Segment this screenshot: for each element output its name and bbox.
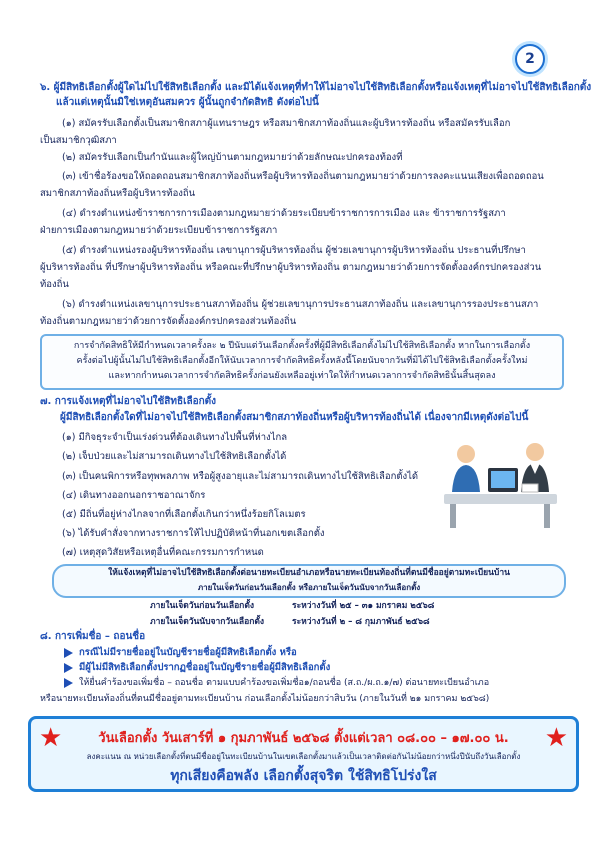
- arrow-right-icon: [64, 663, 73, 673]
- section8-bullet: กรณีไม่มีรายชื่ออยู่ในบัญชีรายชื่อผู้มีสิทธิเลือกตั้ง หรือ: [64, 645, 297, 660]
- section6-heading: ๖. ผู้มีสิทธิเลือกตั้งผู้ใดไม่ไปใช้สิทธิเลือกตั้ง และมิได้แจ้งเหตุที่ทำให้ไม่อาจไปใช้สิทธิเลือกตั้งหรือแจ้งเหตุที่ไม่อาจไปใช้สิทธิเลือกตั้ง: [40, 82, 592, 93]
- section6-line: ท้องถิ่นตามกฎหมายว่าด้วยการจัดตั้งองค์กรปกครองส่วนท้องถิ่น: [40, 316, 297, 327]
- section8-bullet: ให้ยื่นคำร้องขอเพิ่มชื่อ – ถอนชื่อ ตามแบบคำร้องขอเพิ่มชื่อ๑/ถอนชื่อ (ส.ถ./ผ.ถ.๑/๗) ต่อนายทะเบียนอำเภอ: [64, 676, 489, 691]
- section8-bullet-cont: หรือนายทะเบียนท้องถิ่นที่ตนมีชื่ออยู่ตามทะเบียนบ้าน ก่อนเลือกตั้งไม่น้อยกว่าสิบวัน (ภายในวันที่ ๒๑ มกราคม ๒๕๖๘): [40, 694, 490, 704]
- date-row-label: ภายในเจ็ดวันนับจากวันเลือกตั้ง: [150, 617, 265, 627]
- restriction-note-line: การจำกัดสิทธิให้มีกำหนดเวลาครั้งละ ๒ ปีนับแต่วันเลือกตั้งครั้งที่ผู้มีสิทธิเลือกตั้งไม่ไปใช้สิทธิเลือกตั้ง หากในการเลือกตั้ง: [73, 341, 531, 351]
- arrow-right-icon: [64, 678, 73, 688]
- section6-line: ท้องถิ่น: [40, 279, 69, 290]
- reason-item: (๑) มีกิจธุระจำเป็นเร่งด่วนที่ต้องเดินทางไปพื้นที่ห่างไกล: [62, 432, 288, 443]
- section6-line: ผู้บริหารท้องถิ่น ที่ปรึกษาผู้บริหารท้องถิ่น หรือคณะที่ปรึกษาผู้บริหารท้องถิ่น ตามกฎหมายว่าด้วยการจัดตั้งองค์กรปกครองส่วน: [40, 262, 542, 273]
- election-slogan: ทุกเสียงคือพลัง เลือกตั้งสุจริต ใช้สิทธิโปร่งใส: [170, 768, 437, 784]
- arrow-right-icon: [64, 648, 73, 658]
- notify-box: [52, 564, 566, 598]
- date-row-value: ระหว่างวันที่ ๒๕ – ๓๑ มกราคม ๒๕๖๘: [292, 601, 435, 611]
- reason-item: (๕) มีถิ่นที่อยู่ห่างไกลจากที่เลือกตั้งเกินกว่าหนึ่งร้อยกิโลเมตร: [62, 509, 306, 520]
- section6-line: (๑) สมัครรับเลือกตั้งเป็นสมาชิกสภาผู้แทนราษฎร หรือสมาชิกสภาท้องถิ่นและผู้บริหารท้องถิ่น หรือสมัครรับเลือก: [62, 118, 511, 129]
- notify-line: ให้แจ้งเหตุที่ไม่อาจไปใช้สิทธิเลือกตั้งต่อนายทะเบียนอำเภอหรือนายทะเบียนท้องถิ่นที่ตนมีชื่ออยู่ตามทะเบียนบ้าน: [108, 568, 510, 578]
- reason-item: (๗) เหตุสุดวิสัยหรือเหตุอื่นที่คณะกรรมการกำหนด: [62, 547, 264, 558]
- section8-bullet: มีผู้ไม่มีสิทธิเลือกตั้งปรากฏชื่ออยู่ในบัญชีรายชื่อผู้มีสิทธิเลือกตั้ง: [64, 660, 330, 675]
- election-note: ลงคะแนน ณ หน่วยเลือกตั้งที่ตนมีชื่ออยู่ในทะเบียนบ้านในเขตเลือกตั้งมาแล้วเป็นเวลาติดต่อกันไม่น้อยกว่าหนึ่งปีนับถึงวันเลือกตั้ง: [86, 752, 521, 761]
- election-day-box: [28, 716, 579, 792]
- section6-line: (๕) ดำรงตำแหน่งรองผู้บริหารท้องถิ่น เลขานุการผู้บริหารท้องถิ่น ผู้ช่วยเลขานุการผู้บริหารท้องถิ่น ประธานที่ปรึกษา: [62, 245, 526, 256]
- section6-line: สมาชิกสภาท้องถิ่นหรือผู้บริหารท้องถิ่น: [40, 188, 196, 199]
- date-row-label: ภายในเจ็ดวันก่อนวันเลือกตั้ง: [150, 601, 254, 611]
- section7-subheading: ผู้มีสิทธิเลือกตั้งใดที่ไม่อาจไปใช้สิทธิเลือกตั้งสมาชิกสภาท้องถิ่นหรือผู้บริหารท้องถิ่นได้ เนื่องจากมีเหตุดังต่อไปนี้: [60, 412, 529, 423]
- restriction-note-line: ครั้งต่อไปผู้นั้นไม่ไปใช้สิทธิเลือกตั้งอีกให้นับเวลาการจำกัดสิทธิครั้งหลังนี้โดยนับจากวันที่มิได้ไปใช้สิทธิเลือกตั้งครั้งใหม่: [76, 356, 528, 366]
- restriction-note-box: [40, 334, 564, 390]
- section6-line: (๓) เข้าชื่อร้องขอให้ถอดถอนสมาชิกสภาท้องถิ่นหรือผู้บริหารท้องถิ่นตามกฎหมายว่าด้วยการลงคะแนนเสียงเพื่อถอดถอน: [62, 171, 544, 182]
- reason-item: (๒) เจ็บป่วยและไม่สามารถเดินทางไปใช้สิทธิเลือกตั้งได้: [62, 451, 287, 462]
- star-icon: ★: [544, 723, 568, 753]
- section6-line: (๒) สมัครรับเลือกเป็นกำนันและผู้ใหญ่บ้านตามกฎหมายว่าด้วยลักษณะปกครองท้องที่: [62, 152, 403, 163]
- star-icon: ★: [39, 723, 63, 753]
- notify-line: ภายในเจ็ดวันก่อนวันเลือกตั้ง หรือภายในเจ็ดวันนับจากวันเลือกตั้ง: [197, 583, 421, 592]
- date-row-value: ระหว่างวันที่ ๒ – ๘ กุมภาพันธ์ ๒๕๖๘: [292, 617, 430, 627]
- section6-line: ฝ่ายการเมืองตามกฎหมายว่าด้วยระเบียบข้าราชการรัฐสภา: [40, 225, 278, 236]
- section6-line: เป็นสมาชิกวุฒิสภา: [40, 135, 117, 146]
- reason-item: (๔) เดินทางออกนอกราชอาณาจักร: [62, 490, 206, 501]
- restriction-note-line: และหากกำหนดเวลาการจำกัดสิทธิครั้งก่อนยังเหลืออยู่เท่าใดให้กำหนดเวลาการจำกัดสิทธินั้นสิ้นสุดลง: [108, 371, 496, 381]
- section6-heading-cont: แล้วแต่เหตุนั้นมิใช่เหตุอันสมควร ผู้นั้นถูกจำกัดสิทธิ ดังต่อไปนี้: [56, 97, 319, 108]
- page-number-badge: 2: [515, 44, 545, 74]
- reason-item: (๓) เป็นคนพิการหรือทุพพลภาพ หรือผู้สูงอายุและไม่สามารถเดินทางไปใช้สิทธิเลือกตั้งได้: [62, 471, 419, 482]
- section6-line: (๔) ดำรงตำแหน่งข้าราชการการเมืองตามกฎหมายว่าด้วยระเบียบข้าราชการการเมือง และ ข้าราชการรัฐสภา: [62, 208, 506, 219]
- section7-heading: ๗. การแจ้งเหตุที่ไม่อาจไปใช้สิทธิเลือกตั้ง: [40, 396, 217, 407]
- reason-item: (๖) ได้รับคำสั่งจากทางราชการให้ไปปฏิบัติหน้าที่นอกเขตเลือกตั้ง: [62, 528, 325, 539]
- section6-line: (๖) ดำรงตำแหน่งเลขานุการประธานสภาท้องถิ่น ผู้ช่วยเลขานุการประธานสภาท้องถิ่น และเลขานุการรองประธานสภา: [62, 299, 539, 310]
- section8-heading: ๘. การเพิ่มชื่อ – ถอนชื่อ: [40, 631, 146, 642]
- meeting-illustration-icon: [438, 432, 563, 530]
- election-day-title: วันเลือกตั้ง วันเสาร์ที่ ๑ กุมภาพันธ์ ๒๕๖๘ ตั้งแต่เวลา ๐๘.๐๐ – ๑๗.๐๐ น.: [98, 731, 509, 746]
